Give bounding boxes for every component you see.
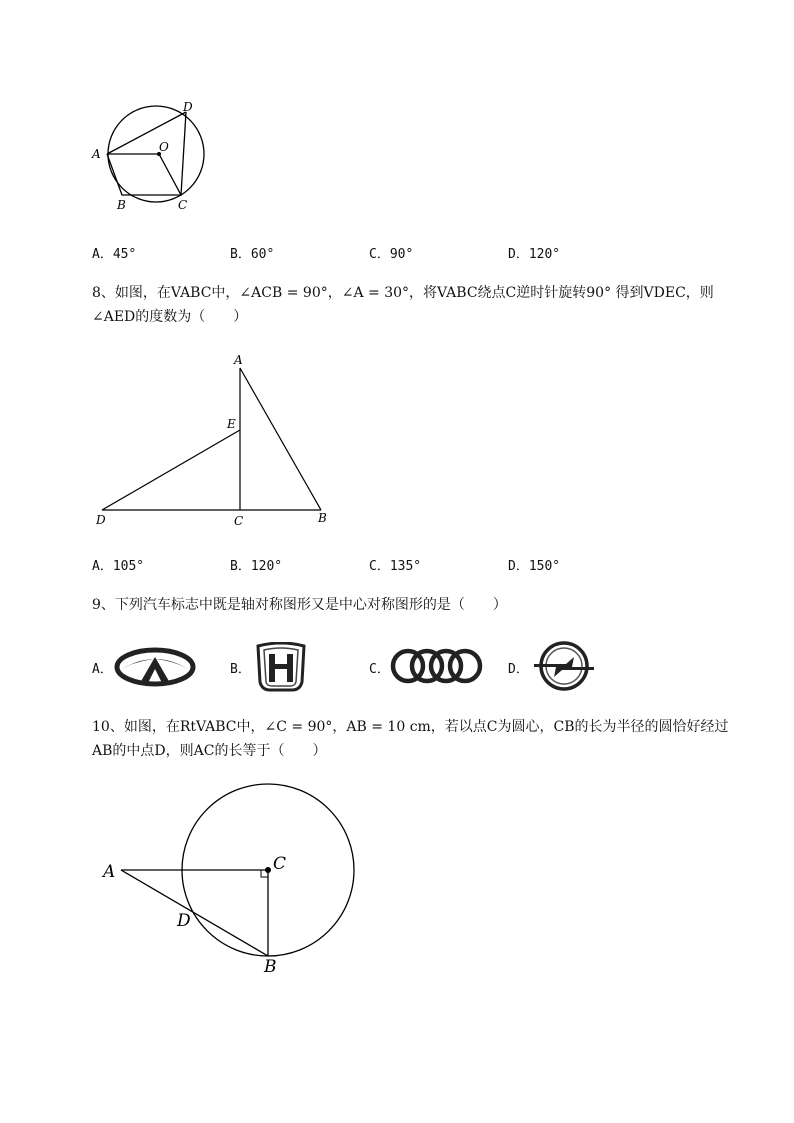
q7-line-dc <box>181 112 186 195</box>
q9-option-b: B． <box>230 662 251 677</box>
q7-label-a: A <box>92 147 101 161</box>
audi-logo-icon <box>389 645 485 687</box>
q7-label-b: B <box>117 198 126 212</box>
q10-label-c: C <box>273 854 287 874</box>
q8-option-a: A．105° <box>92 559 145 574</box>
q7-label-d: D <box>183 100 193 114</box>
q7-quadrilateral <box>107 154 181 195</box>
q10-label-a: A <box>103 862 116 882</box>
opel-logo-icon <box>532 639 596 693</box>
q7-option-c: C．90° <box>369 247 414 262</box>
q8-label-d: D <box>96 513 106 527</box>
q9-text: 9、下列汽车标志中既是轴对称图形又是中心对称图形的是（ ） <box>92 597 507 613</box>
q7-label-c: C <box>178 198 188 212</box>
q8-figure <box>92 348 342 533</box>
q8-label-a: A <box>234 353 243 367</box>
q9-option-d: D． <box>508 662 529 677</box>
q8-label-c: C <box>234 514 244 528</box>
q8-option-b: B．120° <box>230 559 283 574</box>
q10-figure <box>96 780 366 980</box>
q8-option-c: C．135° <box>369 559 422 574</box>
infiniti-logo-icon <box>114 647 196 687</box>
q10-text-line1: 10、如图，在RtVABC中，∠C = 90°，AB = 10 cm，若以点C为圆心，CB的长为半径的圆恰好经过 <box>92 719 729 735</box>
q7-option-d: D．120° <box>508 247 561 262</box>
q10-text-line2: AB的中点D，则AC的长等于（ ） <box>92 743 327 759</box>
q8-label-b: B <box>318 511 327 525</box>
q10-center-dot <box>265 867 271 873</box>
q7-option-a: A．45° <box>92 247 137 262</box>
q7-label-o: O <box>159 140 169 154</box>
q9-option-c: C． <box>369 662 390 677</box>
q7-line-ad <box>107 112 186 154</box>
q10-label-b: B <box>264 957 277 977</box>
q9-option-a: A． <box>92 662 113 677</box>
honda-logo-icon <box>254 642 308 692</box>
q8-label-e: E <box>227 417 236 431</box>
q7-option-b: B．60° <box>230 247 275 262</box>
q7-figure <box>88 98 218 214</box>
q8-option-d: D．150° <box>508 559 561 574</box>
q8-text-line1: 8、如图，在VABC中，∠ACB = 90°，∠A = 30°，将VABC绕点C逆时针旋转90° 得到VDEC，则 <box>92 285 714 301</box>
q8-text-line2: ∠AED的度数为（ ） <box>92 309 248 325</box>
q10-label-d: D <box>177 911 191 931</box>
